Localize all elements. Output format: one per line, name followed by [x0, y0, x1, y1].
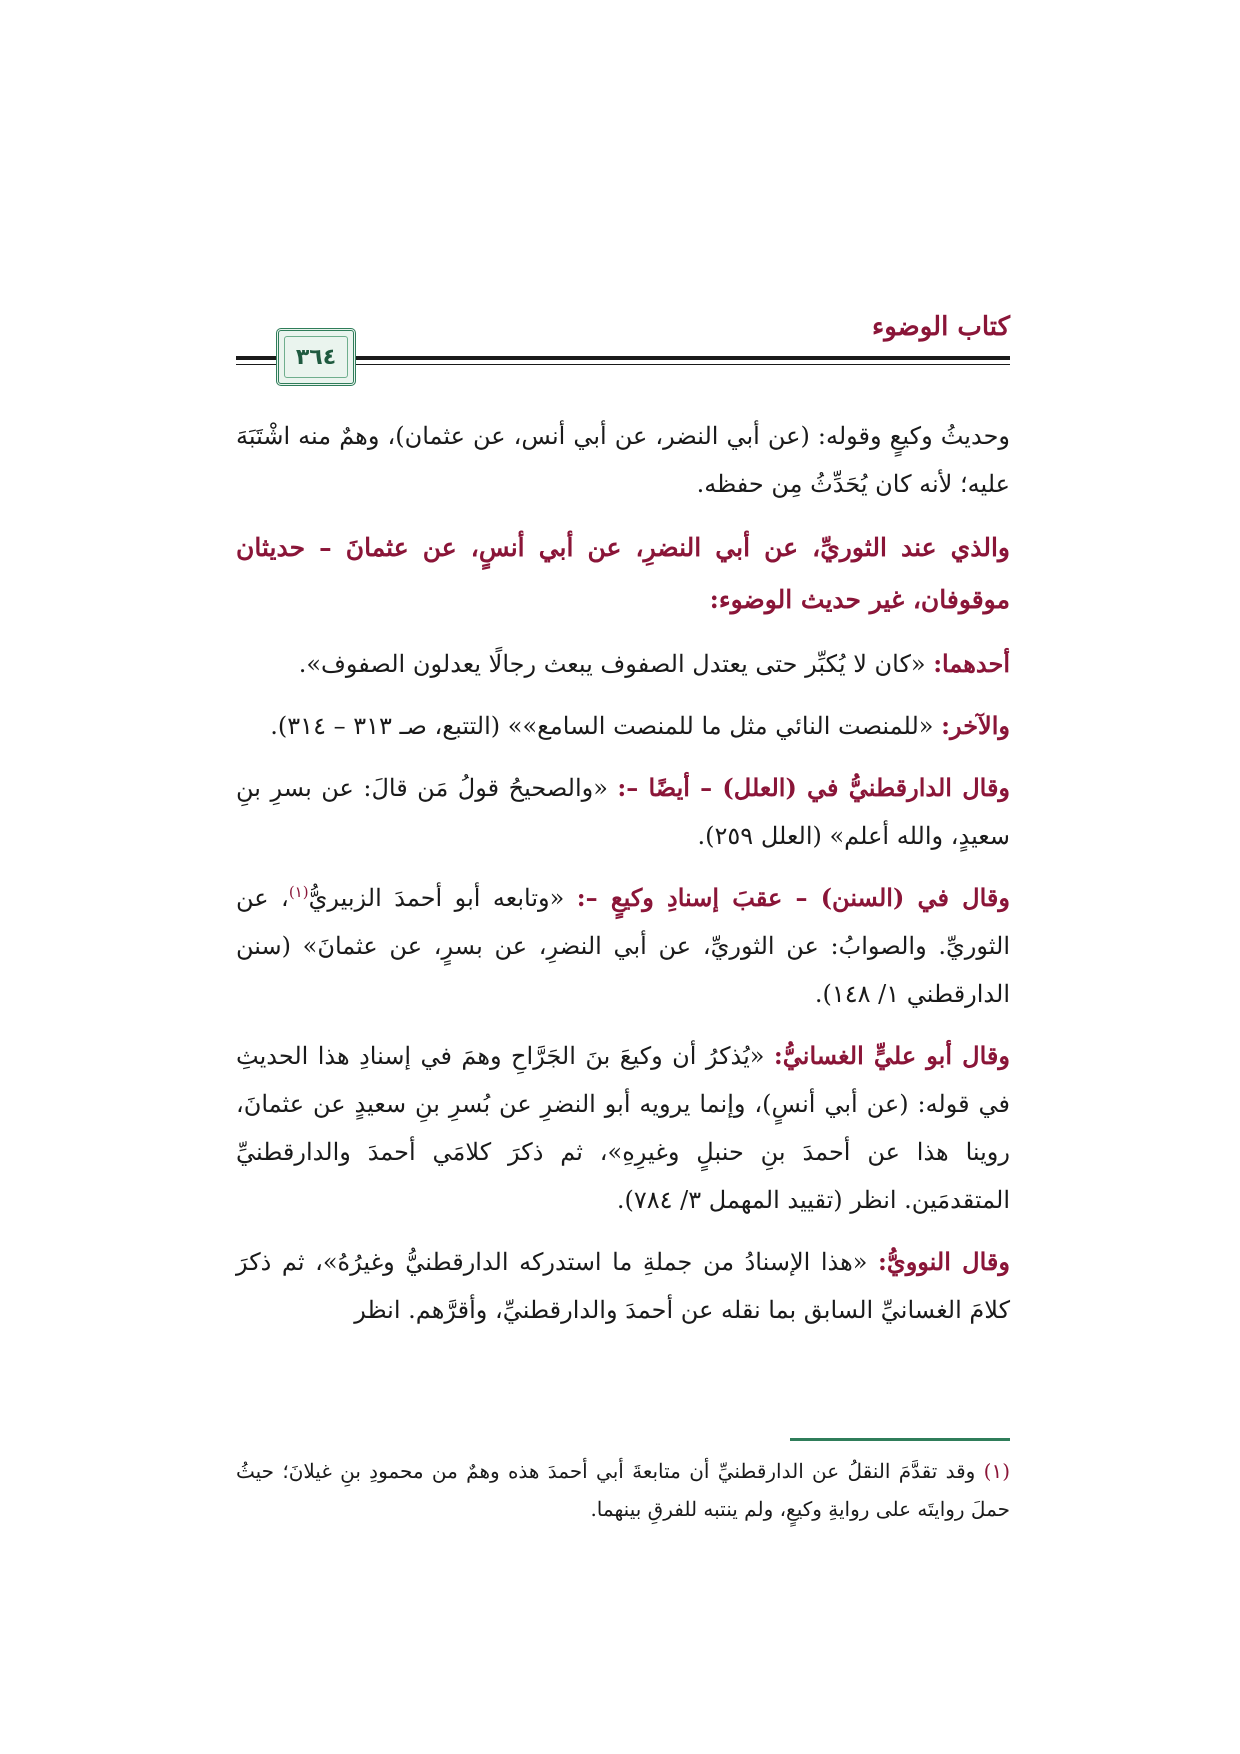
paragraph-5	[236, 764, 1010, 860]
paragraph-5-lead: وقال الدارقطنيُّ في (العلل) – أيضًا –:	[617, 773, 1011, 802]
paragraph-4-text: «للمنصت النائي مثل ما للمنصت السامع»» (التتبع، صـ ٣١٣ – ٣١٤).	[270, 712, 942, 740]
footnote-1	[236, 1452, 1010, 1528]
footnote-separator	[790, 1438, 1010, 1441]
main-text	[236, 412, 1010, 1348]
paragraph-4-lead: والآخر:	[941, 711, 1010, 740]
paragraph-8	[236, 1238, 1010, 1334]
paragraph-7-text: «يُذكرُ أن وكيعَ بنَ الجَرَّاحِ وهمَ في إسنادِ هذا الحديثِ في قوله: (عن أبي أنسٍ)، وإنما يرويه أبو النضرِ عن بُسرِ بنِ سعيدٍ عن عثمانَ، روينا هذا عن أحمدَ بنِ حنبلٍ وغيرِهِ»، ثم ذكرَ كلامَي أحمدَ والدارقطنيِّ المتقدمَين. انظر (تقييد المهمل ٣/ ٧٨٤).	[236, 1042, 1010, 1214]
paragraph-6-text-b: ، عن الثوريِّ. والصوابُ: عن الثوريِّ، عن أبي النضرِ، عن بسرٍ، عن عثمانَ» (سنن الدارقطني ١/ ١٤٨).	[236, 884, 1010, 1008]
section-heading: والذي عند الثوريِّ، عن أبي النضرِ، عن أبي أنسٍ، عن عثمانَ – حديثان موقوفان، غير حديث الوضوء:	[236, 533, 1010, 614]
paragraph-6	[236, 874, 1010, 1018]
paragraph-8-lead: وقال النوويُّ:	[878, 1247, 1010, 1276]
page-number: ٣٦٤	[295, 344, 337, 370]
paragraph-5-text: «والصحيحُ قولُ مَن قالَ: عن بسرِ بنِ سعيدٍ، والله أعلم» (العلل ٢٥٩).	[236, 774, 1010, 850]
page-header	[236, 308, 1010, 398]
paragraph-7-lead: وقال أبو عليٍّ الغسانيُّ:	[773, 1041, 1010, 1070]
paragraph-3-lead: أحدهما:	[933, 649, 1010, 678]
paragraph-3	[236, 640, 1010, 688]
paragraph-6-lead: وقال في (السنن) – عقبَ إسنادِ وكيعٍ –:	[576, 883, 1010, 912]
page-number-badge	[276, 328, 356, 386]
book-title: كتاب الوضوء	[872, 312, 1010, 342]
paragraph-6-text-a: «وتابعه أبو أحمدَ الزبيريُّ	[308, 884, 577, 912]
paragraph-7	[236, 1032, 1010, 1224]
paragraph-1-text: وحديثُ وكيعٍ وقوله: (عن أبي النضر، عن أبي أنس، عن عثمان)، وهمٌ منه اشْتَبَهَ عليه؛ لأنه كان يُحَدِّثُ مِن حفظه.	[236, 422, 1010, 498]
paragraph-3-text: «كان لا يُكبِّر حتى يعتدل الصفوف يبعث رجالًا يعدلون الصفوف».	[298, 650, 934, 678]
paragraph-1	[236, 412, 1010, 508]
footnote-1-text: وقد تقدَّمَ النقلُ عن الدارقطنيِّ أن متابعةَ أبي أحمدَ هذه وهمٌ من محمودِ بنِ غيلانَ؛ حيثُ حملَ روايتَه على روايةِ وكيعٍ، ولم ينتبه للفرقِ بينهما.	[236, 1459, 1010, 1521]
paragraph-8-text: «هذا الإسنادُ من جملةِ ما استدركه الدارقطنيُّ وغيرُهُ»، ثم ذكرَ كلامَ الغسانيِّ السابق بما نقله عن أحمدَ والدارقطنيِّ، وأقرَّهم. انظر	[236, 1248, 1010, 1324]
footnotes	[236, 1452, 1010, 1528]
footnote-1-marker: (١)	[983, 1459, 1010, 1483]
footnote-reference[interactable]: (١)	[288, 883, 309, 901]
paragraph-4	[236, 702, 1010, 750]
